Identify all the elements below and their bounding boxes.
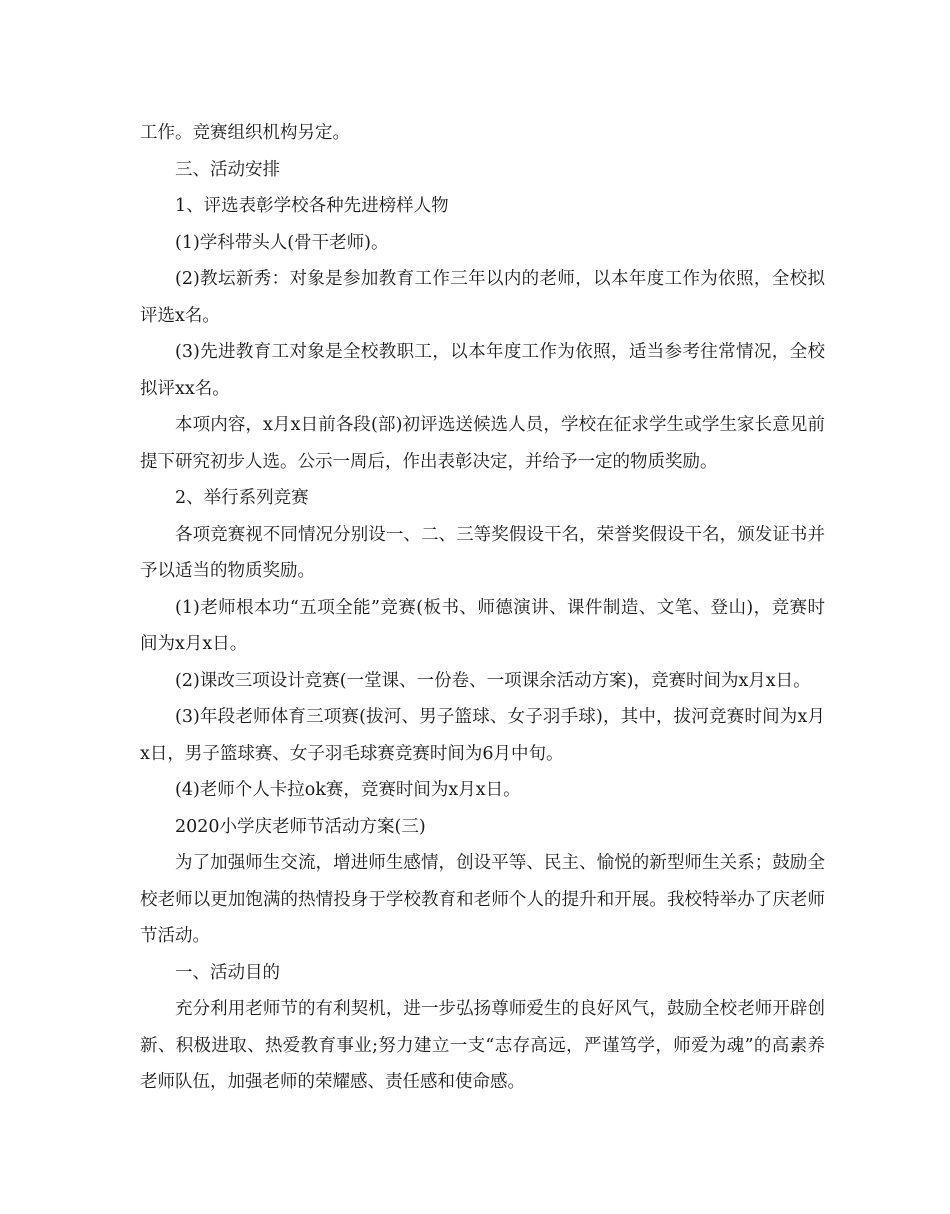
paragraph-competition-awards: 各项竞赛视不同情况分别设一、二、三等奖假设干名，荣誉奖假设干名，颁发证书并予以适当的物质奖励。 [140,524,825,581]
subheading-competitions: 2、举行系列竞赛 [175,488,309,508]
plan-title-three: 2020小学庆老师节活动方案(三) [175,816,426,837]
paragraph-item-3: (3)先进教育工对象是全校教职工，以本年度工作为依照，适当参考往常情况，全校拟评xx名。 [140,342,825,399]
section-heading-activity-arrangement: 三、活动安排 [175,159,280,180]
paragraph-introduction: 为了加强师生交流，增进师生感情，创设平等、民主、愉悦的新型师生关系；鼓励全校老师以更加饱满的热情投身于学校教育和老师个人的提升和开展。我校特举办了庆老师节活动。 [140,853,825,946]
paragraph-item-1: (1)学科带头人(骨干老师)。 [175,232,389,253]
paragraph-continuation: 工作。竞赛组织机构另定。 [140,123,350,143]
paragraph-item-2: (2)教坛新秀：对象是参加教育工作三年以内的老师，以本年度工作为依照，全校拟评选x名。 [140,269,825,326]
paragraph-competition-2: (2)课改三项设计竞赛(一堂课、一份卷、一项课余活动方案)，竞赛时间为x月x日。 [175,670,811,691]
section-heading-purpose: 一、活动目的 [175,962,280,983]
paragraph-competition-3: (3)年段老师体育三项赛(拔河、男子篮球、女子羽手球)，其中，拔河竞赛时间为x月x日，男子篮球赛、女子羽毛球赛竞赛时间为6月中旬。 [140,707,825,764]
paragraph-purpose: 充分利用老师节的有利契机，进一步弘扬尊师爱生的良好风气，鼓励全校老师开辟创新、积极进取、热爱教育事业;努力建立一支“志存高远，严谨笃学，师爱为魂”的高素养老师队伍，加强老师的荣耀感、责任感和使命感。 [140,999,825,1092]
paragraph-competition-4: (4)老师个人卡拉ok赛，竞赛时间为x月x日。 [175,780,521,800]
paragraph-competition-1: (1)老师根本功“五项全能”竞赛(板书、师德演讲、课件制造、文笔、登山)，竞赛时间为x月x日。 [140,597,825,654]
subheading-awards: 1、评选表彰学校各种先进榜样人物 [175,196,449,216]
document-body [140,115,825,1101]
paragraph-selection-process: 本项内容，x月x日前各段(部)初评选送候选人员，学校在征求学生或学生家长意见前提下研究初步人选。公示一周后，作出表彰决定，并给予一定的物质奖励。 [140,415,825,472]
